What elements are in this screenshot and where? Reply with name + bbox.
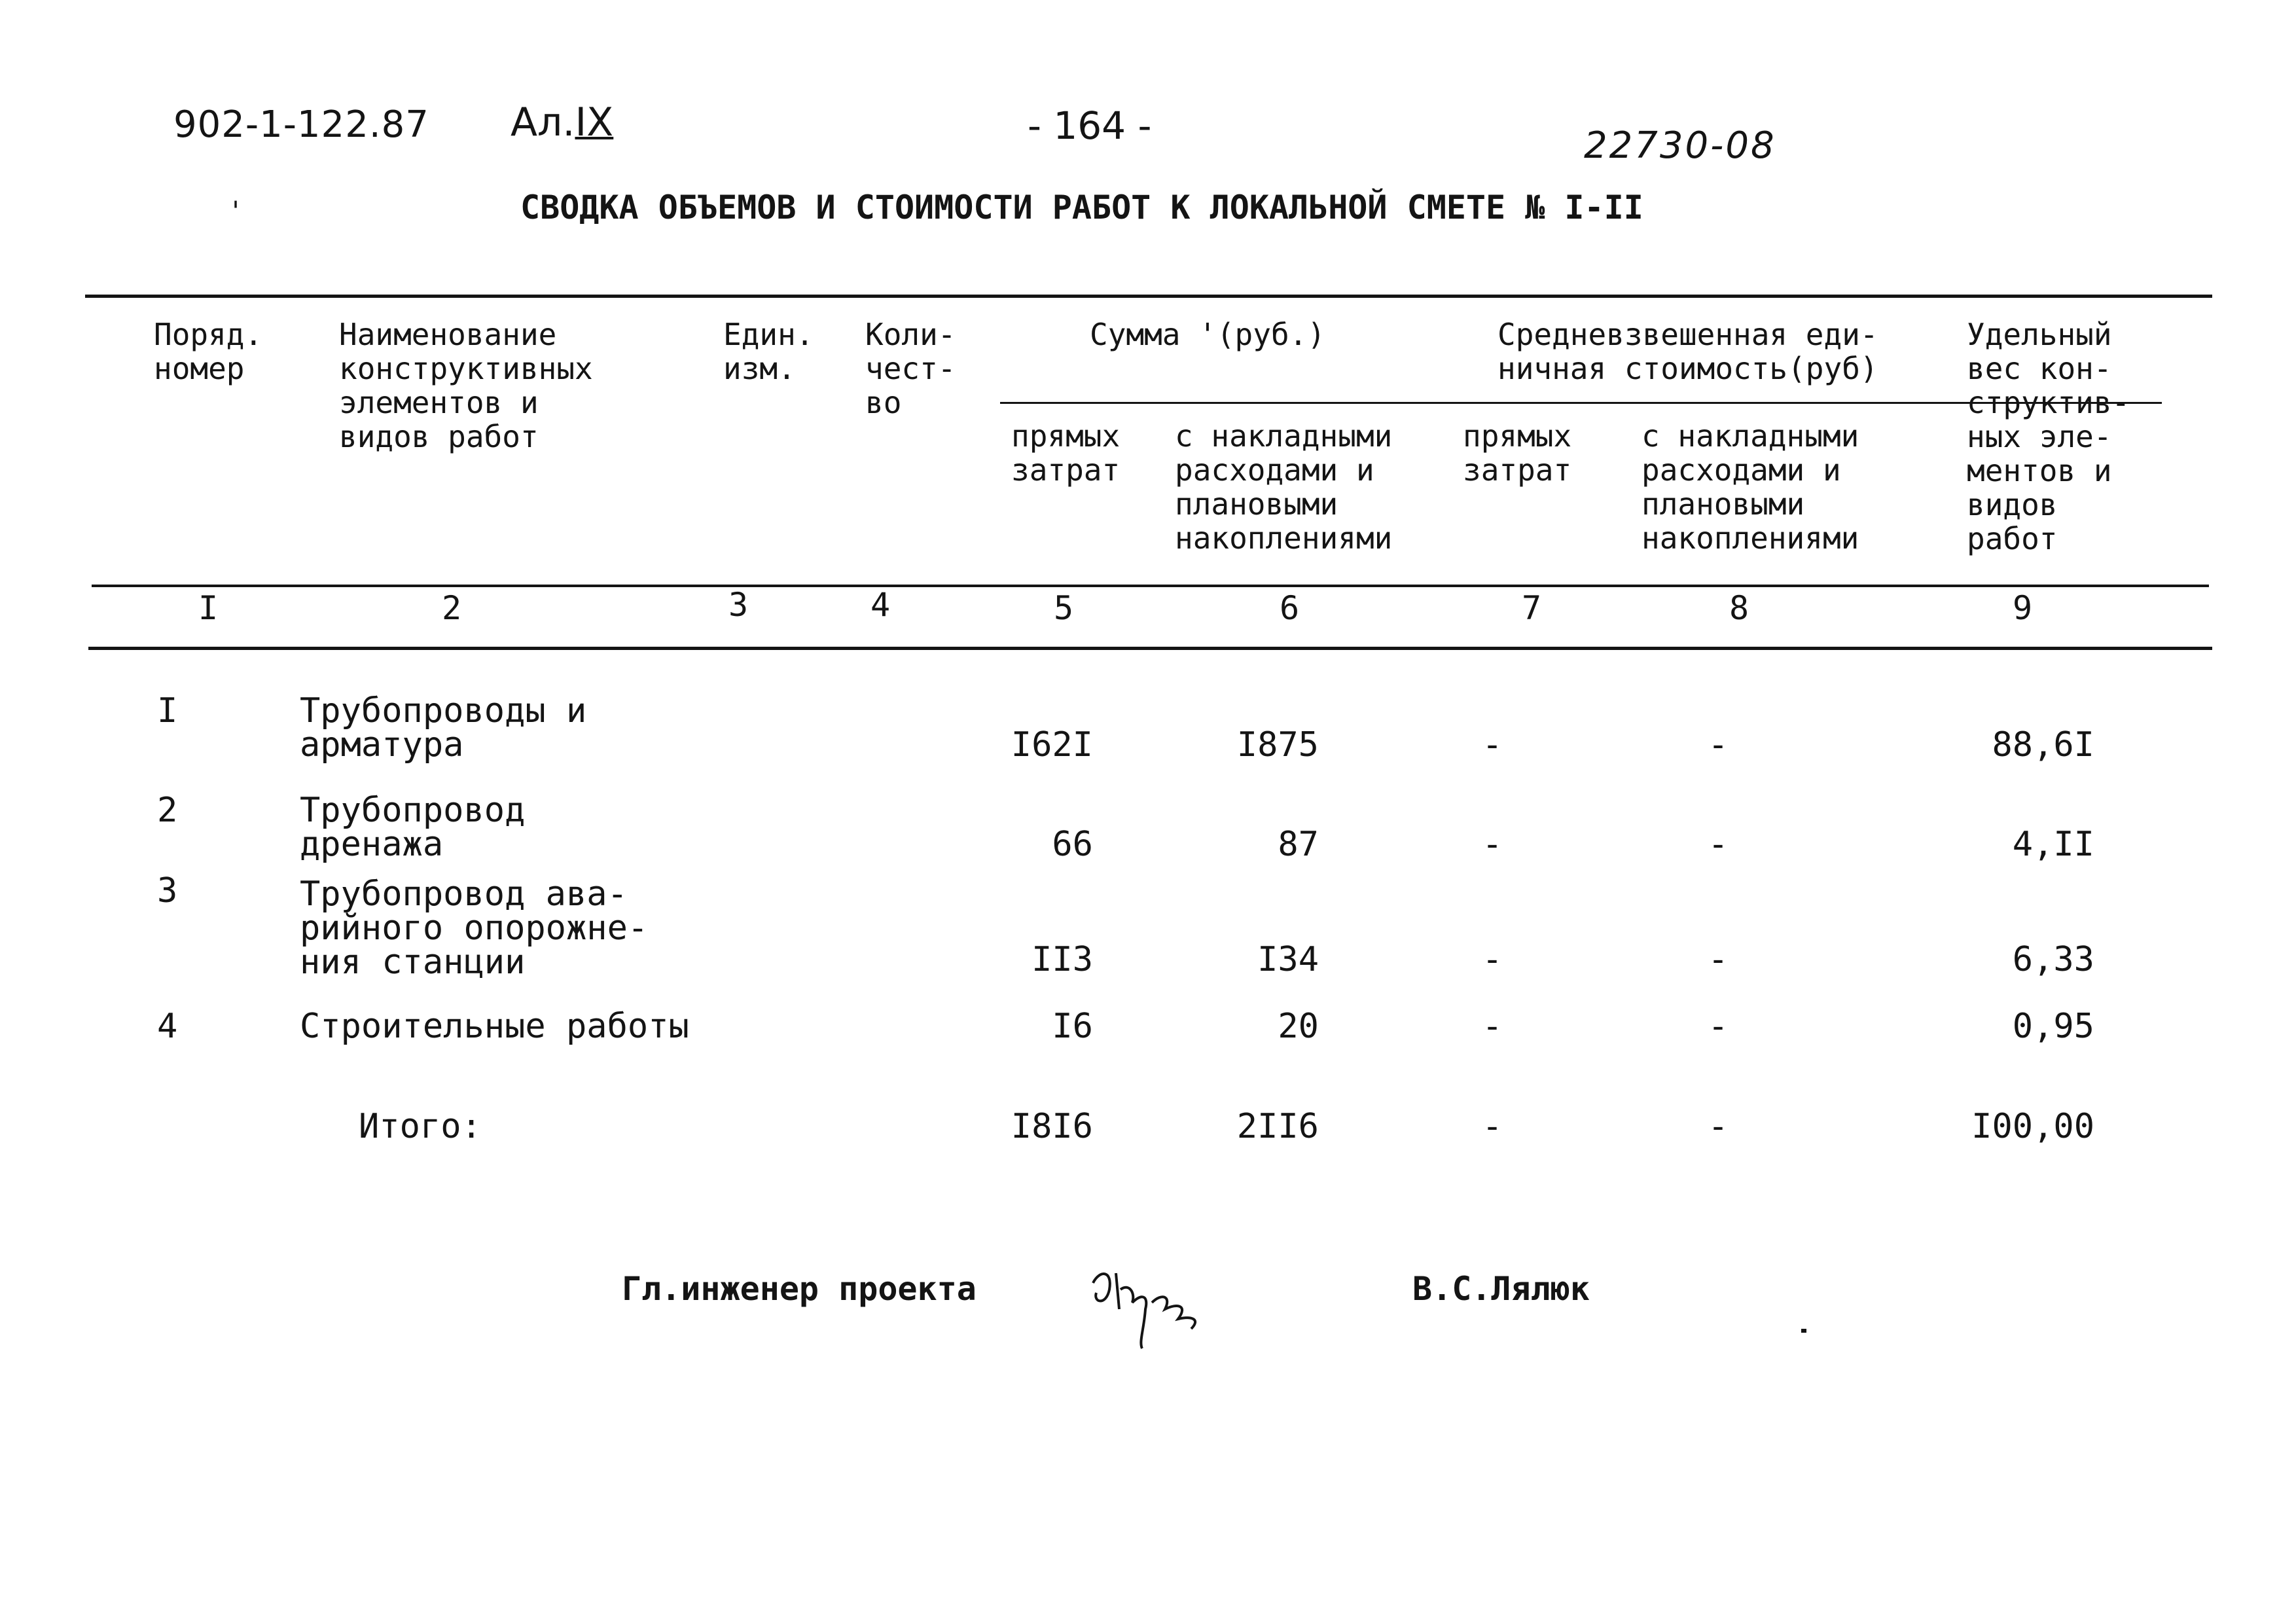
total-overhead-cost: 2II6 bbox=[1236, 1107, 1319, 1146]
column-number: 6 bbox=[1279, 589, 1300, 627]
total-weight: I00,00 bbox=[1971, 1107, 2094, 1146]
stray-mark bbox=[1801, 1329, 1806, 1333]
page-number: - 164 - bbox=[1028, 103, 1152, 148]
album-prefix: Ал. bbox=[511, 99, 575, 145]
row-overhead-cost: 87 bbox=[1278, 825, 1319, 864]
row-avg-direct: - bbox=[1482, 725, 1503, 765]
document-code: 902-1-122.87 bbox=[173, 103, 429, 146]
column-number: 7 bbox=[1521, 589, 1542, 627]
page-title: СВОДКА ОБЪЕМОВ И СТОИМОСТИ РАБОТ К ЛОКАЛЬНОЙ СМЕТЕ № I-II bbox=[520, 189, 1643, 226]
subheader-sum-overhead: с накладными расходами и плановыми накоплениями bbox=[1175, 418, 1393, 556]
total-label: Итого: bbox=[359, 1107, 482, 1146]
row-overhead-cost: I875 bbox=[1236, 725, 1319, 765]
row-weight: 6,33 bbox=[2012, 940, 2094, 979]
row-number: 2 bbox=[157, 791, 178, 830]
row-avg-overhead: - bbox=[1708, 940, 1729, 979]
archive-code: 22730-08 bbox=[1584, 124, 1776, 167]
column-number: 5 bbox=[1053, 589, 1074, 627]
row-overhead-cost: 20 bbox=[1278, 1007, 1319, 1046]
column-numbers-bottom-rule bbox=[88, 647, 2212, 650]
row-direct-cost: 66 bbox=[1052, 825, 1093, 864]
row-avg-overhead: - bbox=[1708, 825, 1729, 864]
signature-role: Гл.инженер проекта bbox=[622, 1270, 977, 1308]
row-name: Трубопровод дренажа bbox=[300, 791, 526, 864]
column-number: I bbox=[198, 589, 219, 627]
album-number: IX bbox=[575, 99, 614, 145]
tick-mark: ' bbox=[228, 196, 244, 226]
column-number: 8 bbox=[1729, 589, 1749, 627]
header-weighted-average-group: Средневзвешенная еди- ничная стоимость(руб) bbox=[1498, 317, 1878, 386]
row-direct-cost: II3 bbox=[1031, 940, 1093, 979]
table-top-rule bbox=[85, 295, 2212, 298]
row-avg-direct: - bbox=[1482, 825, 1503, 864]
row-overhead-cost: I34 bbox=[1257, 940, 1319, 979]
header-quantity: Коли- чест- во bbox=[865, 317, 956, 420]
row-name: Строительные работы bbox=[300, 1007, 689, 1046]
subheader-sum-direct: прямых затрат bbox=[1011, 418, 1121, 488]
handwritten-signature bbox=[1080, 1257, 1244, 1355]
column-number: 3 bbox=[728, 586, 749, 624]
row-number: I bbox=[157, 691, 178, 731]
row-name: Трубопровод ава- рийного опорожне- ния станции bbox=[300, 875, 649, 982]
row-weight: 88,6I bbox=[1992, 725, 2094, 765]
row-weight: 0,95 bbox=[2012, 1007, 2094, 1046]
total-direct-cost: I8I6 bbox=[1011, 1107, 1093, 1146]
header-row-number: Поряд. номер bbox=[154, 317, 263, 386]
header-specific-weight: Удельный вес кон- структив- ных эле- ментов и видов работ bbox=[1967, 317, 2130, 556]
column-number: 4 bbox=[870, 586, 891, 624]
column-number: 2 bbox=[441, 589, 462, 627]
row-number: 4 bbox=[157, 1007, 178, 1046]
header-unit: Един. изм. bbox=[723, 317, 814, 386]
subheader-average-overhead: с накладными расходами и плановыми накоплениями bbox=[1641, 418, 1859, 556]
signature-name: В.С.Лялюк bbox=[1412, 1270, 1590, 1308]
row-number: 3 bbox=[157, 871, 178, 911]
header-sum-group: Сумма '(руб.) bbox=[1090, 317, 1326, 352]
total-avg-overhead: - bbox=[1708, 1107, 1729, 1146]
row-name: Трубопроводы и арматура bbox=[300, 691, 587, 765]
row-avg-overhead: - bbox=[1708, 725, 1729, 765]
total-avg-direct: - bbox=[1482, 1107, 1503, 1146]
row-direct-cost: I62I bbox=[1011, 725, 1093, 765]
header-element-name: Наименование конструктивных элементов и видов работ bbox=[339, 317, 593, 454]
subheader-average-direct: прямых затрат bbox=[1463, 418, 1572, 488]
column-number: 9 bbox=[2012, 589, 2033, 627]
row-direct-cost: I6 bbox=[1052, 1007, 1093, 1046]
column-numbers-top-rule bbox=[92, 585, 2209, 587]
row-avg-direct: - bbox=[1482, 1007, 1503, 1046]
row-avg-direct: - bbox=[1482, 940, 1503, 979]
album-label bbox=[511, 99, 613, 145]
row-avg-overhead: - bbox=[1708, 1007, 1729, 1046]
row-weight: 4,II bbox=[2012, 825, 2094, 864]
